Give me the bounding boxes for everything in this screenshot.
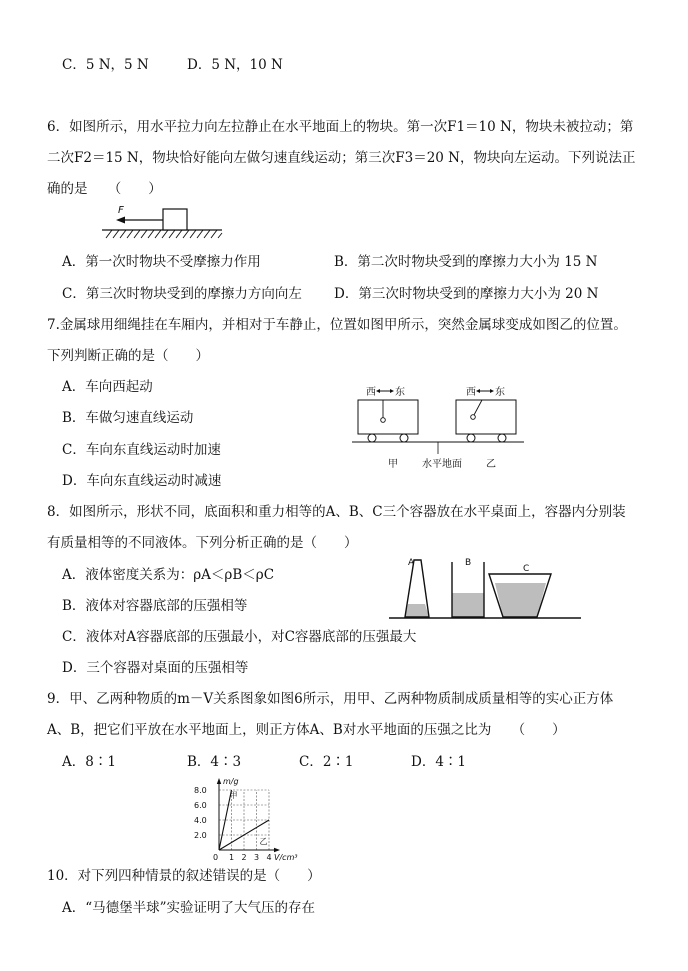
q6-block-figure	[100, 200, 225, 242]
q8-option-d: D．三个容器对桌面的压强相等	[62, 660, 249, 676]
y-axis-arrow	[217, 778, 221, 784]
q9-option-d: D．4∶1	[411, 754, 467, 770]
q8-option-b: B．液体对容器底部的压强相等	[62, 598, 248, 614]
q7-option-c: C．车向东直线运动时加速	[62, 442, 221, 458]
q6-stem-line1: 6．如图所示，用水平拉力向左拉静止在水平地面上的物块。第一次F1＝10 N，物块未被拉动；第	[47, 119, 634, 135]
q8-stem-line2: 有质量相等的不同液体。下列分析正确的是（ ）	[47, 535, 358, 551]
x-tick-label: 1	[229, 853, 235, 862]
series-label-yi: 乙	[259, 837, 268, 846]
y-axis-title: m/g	[223, 777, 239, 786]
q6-option-a: A．第一次时物块不受摩擦力作用	[62, 254, 261, 270]
q9-option-c: C．2∶1	[299, 754, 354, 770]
series-label-jia: 甲	[229, 791, 238, 800]
west-label-2: 西	[466, 387, 476, 398]
q7-option-a: A．车向西起动	[62, 379, 153, 395]
x-axis-title: V/cm³	[274, 853, 298, 862]
east-label-2: 东	[495, 387, 505, 398]
q8-option-a: A．液体密度关系为：ρA＜ρB＜ρC	[62, 567, 275, 583]
q6-option-c: C．第三次时物块受到的摩擦力方向向左	[62, 286, 302, 302]
east-label-1: 东	[395, 387, 405, 398]
q8-option-c: C．液体对A容器底部的压强最小，对C容器底部的压强最大	[62, 629, 417, 645]
q6-stem-line2: 二次F2＝15 N，物块恰好能向左做匀速直线运动；第三次F3＝20 N，物块向左运动。下列说法正	[47, 150, 636, 166]
q9-stem-line2: A、B，把它们平放在水平地面上，则正方体A、B对水平地面的压强之比为 （ ）	[47, 722, 566, 738]
q5-option-d: D．5 N，10 N	[187, 57, 283, 73]
q7-cart-figure	[348, 380, 528, 472]
x-tick-label: 4	[266, 853, 272, 862]
cart-yi-label: 乙	[486, 459, 496, 470]
q6-stem-line3: 确的是 （ ）	[47, 181, 162, 197]
x-tick-label: 3	[254, 853, 260, 862]
q9-stem-line1: 9．甲、乙两种物质的m－V关系图象如图6所示，用甲、乙两种物质制成质量相等的实心正方体	[47, 691, 614, 707]
y-tick-label: 8.0	[194, 786, 207, 795]
q10-option-a: A．“马德堡半球”实验证明了大气压的存在	[62, 900, 316, 916]
mv-chart	[193, 776, 318, 862]
q7-stem-line2: 下列判断正确的是（ ）	[47, 348, 209, 364]
q9-option-a: A．8∶1	[62, 754, 116, 770]
x-tick-label: 0	[213, 853, 219, 862]
container-a-label: A	[408, 558, 415, 568]
q5-option-c: C．5 N，5 N	[62, 57, 149, 73]
west-label-1: 西	[366, 387, 376, 398]
q7-option-b: B．车做匀速直线运动	[62, 410, 194, 426]
q8-container-figure	[385, 552, 585, 624]
ground-label: 水平地面	[422, 459, 462, 470]
q10-stem-line1: 10．对下列四种情景的叙述错误的是（ ）	[47, 868, 321, 884]
q6-option-b: B．第二次时物块受到的摩擦力大小为 15 N	[334, 254, 598, 270]
container-b-label: B	[465, 558, 472, 568]
y-tick-label: 4.0	[194, 816, 207, 825]
q7-stem-line1: 7.金属球用细绳挂在车厢内，并相对于车静止，位置如图甲所示，突然金属球变成如图乙的位置。	[47, 317, 627, 333]
y-tick-label: 6.0	[194, 801, 207, 810]
y-tick-label: 2.0	[194, 831, 207, 840]
cart-jia-label: 甲	[388, 459, 398, 470]
q7-option-d: D．车向东直线运动时减速	[62, 473, 222, 489]
container-c-label: C	[523, 564, 530, 574]
q6-option-d: D．第三次时物块受到的摩擦力大小为 20 N	[334, 286, 599, 302]
x-axis-arrow	[274, 848, 280, 852]
q9-option-b: B．4∶3	[187, 754, 242, 770]
force-label: F	[118, 205, 124, 216]
x-tick-label: 2	[241, 853, 247, 862]
q8-stem-line1: 8．如图所示，形状不同，底面积和重力相等的A、B、C三个容器放在水平桌面上，容器内分别装	[47, 504, 626, 520]
